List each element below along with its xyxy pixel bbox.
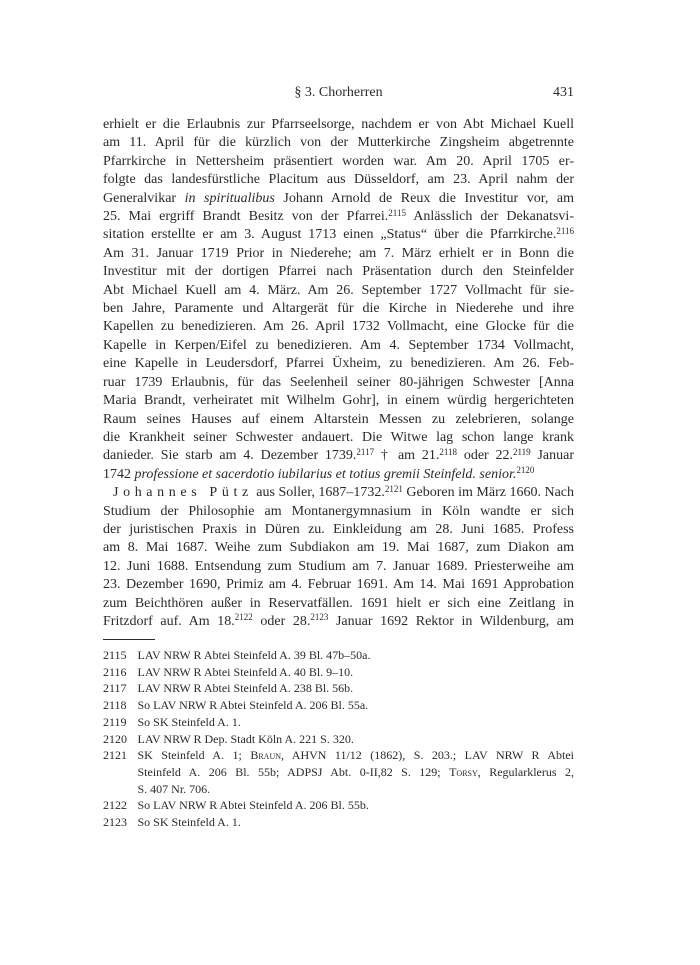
text-line <box>103 355 574 373</box>
footnote-number: 2118 <box>103 698 127 713</box>
text-line <box>138 647 575 664</box>
footnote-ref: 2123 <box>310 612 329 623</box>
text-line <box>103 337 574 355</box>
text-segment: der juristischen Praxis in Düren zu. Einkleidung am 28. Juni 1685. Profess <box>103 521 574 537</box>
text-segment: am 8. Mai 1687. Weihe zum Subdiakon am 19. Mai 1687, zum Diakon am <box>103 540 574 556</box>
text-segment: erhielt er die Erlaubnis zur Pfarrseelsorge, nachdem er von Abt Michael Kuell <box>103 117 574 132</box>
footnote <box>103 714 574 731</box>
text-segment: So SK Steinfeld A. 1. <box>137 714 241 729</box>
text-segment: Fritzdorf auf. Am 18. <box>103 613 235 629</box>
text-segment: Kapellen zu benedizieren. Am 26. April 1732 Vollmacht, eine Glocke für die <box>103 319 574 335</box>
text-line <box>103 392 574 410</box>
text-segment: Steinfeld A. 206 Bl. 55b; ADPSJ Abt. 0-II,82 S. 129; <box>137 764 450 779</box>
text-line <box>103 374 574 392</box>
text-segment: am 11. April für die kürzlich von der Mutterkirche Zingsheim abgetrennte <box>103 135 574 151</box>
text-segment: Am 31. Januar 1719 Prior in Niederehe; am 7. März erhielt er in Bonn die <box>103 245 574 261</box>
footnote <box>103 680 574 697</box>
text-line <box>138 747 575 764</box>
text-segment: LAV NRW R Dep. Stadt Köln A. 221 S. 320. <box>137 731 354 746</box>
text-segment: So SK Steinfeld A. 1. <box>137 815 241 830</box>
text-segment: † am 21. <box>374 448 440 464</box>
text-segment: Investitur mit der dortigen Pfarrei nach Präsentation durch den Steinfelder <box>103 264 574 280</box>
text-segment: oder 28. <box>252 613 311 629</box>
text-line <box>103 484 574 502</box>
footnote-ref: 2115 <box>388 207 406 218</box>
running-header <box>103 85 574 101</box>
text-line <box>103 116 574 134</box>
footnote-number: 2115 <box>103 648 127 662</box>
text-segment: aus Soller, 1687–1732. <box>252 485 385 501</box>
text-line <box>103 245 574 263</box>
body-text <box>103 116 574 631</box>
text-line <box>138 731 575 748</box>
footnote-number: 2120 <box>103 731 127 746</box>
text-line <box>103 134 574 152</box>
text-line <box>103 429 574 447</box>
text-segment: ruar 1739 Erlaubnis, für das Seelenheil seiner 80-jährigen Schwester [Anna <box>103 374 574 390</box>
text-segment: Generalvikar <box>103 190 185 206</box>
text-segment: Januar 1692 Rektor in Wildenburg, am <box>328 613 575 629</box>
footnote-ref: 2120 <box>516 465 535 476</box>
footnote <box>103 814 574 831</box>
paragraph <box>103 116 574 484</box>
footnote-ref: 2119 <box>513 446 531 457</box>
footnote-number: 2119 <box>103 714 127 729</box>
text-segment: LAV NRW R Abtei Steinfeld A. 238 Bl. 56b. <box>137 681 354 696</box>
text-segment: danieder. Sie starb am 4. Dezember 1739. <box>103 448 357 464</box>
text-segment: S. 407 Nr. 706. <box>137 781 211 796</box>
text-segment: , AHVN 11/12 (1862), S. 203.; LAV NRW R Abtei <box>281 748 574 763</box>
text-segment: oder 22. <box>457 448 513 464</box>
text-segment: in spiritualibus <box>184 190 275 206</box>
text-line <box>103 300 574 318</box>
text-line <box>138 664 575 681</box>
text-line <box>103 208 574 226</box>
text-segment: Kapelle in Kerpen/Eifel zu benedizieren. Am 4. September 1734 Vollmacht, <box>103 337 574 353</box>
section-heading: § 3. Chorherren <box>294 85 383 100</box>
text-segment: die Krankheit seiner Schwester andauert. Die Witwe lag schon lange krank <box>103 429 574 445</box>
text-segment: , Regularklerus 2, <box>477 764 574 779</box>
text-line <box>103 282 574 300</box>
text-segment: 1742 <box>103 466 135 482</box>
text-line <box>103 153 574 171</box>
text-segment: SK Steinfeld A. 1; <box>137 748 251 763</box>
text-segment: folgte das landesfürstliche Placitum aus Düsseldorf, am 23. April nahm der <box>103 172 574 188</box>
footnote <box>103 797 574 814</box>
text-line <box>103 521 574 539</box>
footnote-ref: 2121 <box>384 483 403 494</box>
text-line <box>138 680 575 697</box>
footnote-number: 2122 <box>103 798 127 813</box>
footnote <box>103 647 574 664</box>
text-line <box>103 539 574 557</box>
footnote <box>103 731 574 748</box>
text-line <box>103 503 574 521</box>
text-segment: Geboren im März 1660. Nach <box>402 485 575 501</box>
footnotes-section <box>103 647 574 831</box>
paragraph <box>103 484 574 631</box>
text-line <box>103 447 574 465</box>
text-line <box>138 814 575 831</box>
text-segment: eine Kapelle in Leudersdorf, Pfarrei Üxheim, zu benedizieren. Am 26. Feb- <box>103 356 574 372</box>
page-number: 431 <box>553 85 574 100</box>
text-segment: So LAV NRW R Abtei Steinfeld A. 206 Bl. 55b. <box>137 798 369 813</box>
text-line <box>138 714 575 731</box>
footnote <box>103 747 574 797</box>
text-segment: Pfarrkirche in Nettersheim präsentiert worden war. Am 20. April 1705 er- <box>103 153 574 169</box>
footnote-ref: 2117 <box>356 446 375 457</box>
text-line <box>103 263 574 281</box>
text-segment: 25. Mai ergriff Brandt Besitz von der Pfarrei. <box>103 209 389 225</box>
footnote-ref: 2122 <box>234 612 253 623</box>
text-segment: Braun <box>250 748 281 763</box>
text-line <box>103 466 574 484</box>
text-line <box>103 576 574 594</box>
text-line <box>138 797 575 814</box>
text-segment: 12. Juni 1688. Entsendung zum Studium am 7. Januar 1689. Priesterweihe am <box>103 558 574 574</box>
footnote-separator <box>103 639 155 640</box>
text-line <box>103 558 574 576</box>
text-segment: 23. Dezember 1690, Primiz am 4. Februar 1691. Am 14. Mai 1691 Approbation <box>103 577 574 593</box>
footnote-number: 2123 <box>103 815 127 830</box>
person-name: Johannes Pütz <box>113 485 253 501</box>
text-line <box>103 226 574 244</box>
text-line <box>103 613 574 631</box>
text-segment: Raum seines Hauses auf einem Altarstein Messen zu zelebrieren, solange <box>103 411 574 427</box>
text-segment: Johann Arnold de Reux die Investitur vor, am <box>274 190 575 206</box>
text-segment: LAV NRW R Abtei Steinfeld A. 40 Bl. 9–10. <box>137 664 354 679</box>
footnote-ref: 2116 <box>556 225 574 236</box>
text-line <box>103 595 574 613</box>
text-segment: professione et sacerdotio iubilarius et totius gremii Steinfeld. senior. <box>134 466 517 482</box>
footnote <box>103 697 574 714</box>
text-line <box>103 190 574 208</box>
footnote-ref: 2118 <box>439 446 458 457</box>
text-segment: Torsy <box>449 764 478 779</box>
text-line <box>103 411 574 429</box>
text-segment: Abt Michael Kuell am 4. März. Am 26. September 1727 Vollmacht für sie- <box>103 282 574 298</box>
text-segment: ben Jahre, Paramente und Altargerät für die Kirche in Niederehe und ihre <box>103 301 574 317</box>
text-segment: Maria Brandt, verheiratet mit Wilhelm Gohr], in einem würdig hergerichteten <box>103 393 574 409</box>
footnote-number: 2121 <box>103 748 127 763</box>
text-line <box>138 781 575 798</box>
text-line <box>138 764 575 781</box>
text-segment: Anlässlich der Dekanatsvi- <box>405 209 574 225</box>
text-segment: sitation erstellte er am 3. August 1713 einen „Status“ über die Pfarrkirche. <box>103 227 557 243</box>
text-line <box>103 171 574 189</box>
text-segment: So LAV NRW R Abtei Steinfeld A. 206 Bl. 55a. <box>137 698 369 713</box>
text-segment: Januar <box>530 448 575 464</box>
text-segment: LAV NRW R Abtei Steinfeld A. 39 Bl. 47b–50a. <box>137 648 371 662</box>
footnote-number: 2116 <box>103 664 127 679</box>
text-line <box>138 697 575 714</box>
footnote <box>103 664 574 681</box>
footnote-number: 2117 <box>103 681 127 696</box>
text-line <box>103 318 574 336</box>
text-segment: zum Beichthören außer in Reservatfällen. 1691 hielt er sich eine Zeitlang in <box>103 595 574 611</box>
text-segment: Studium der Philosophie am Montanergymnasium in Köln wandte er sich <box>103 503 574 519</box>
